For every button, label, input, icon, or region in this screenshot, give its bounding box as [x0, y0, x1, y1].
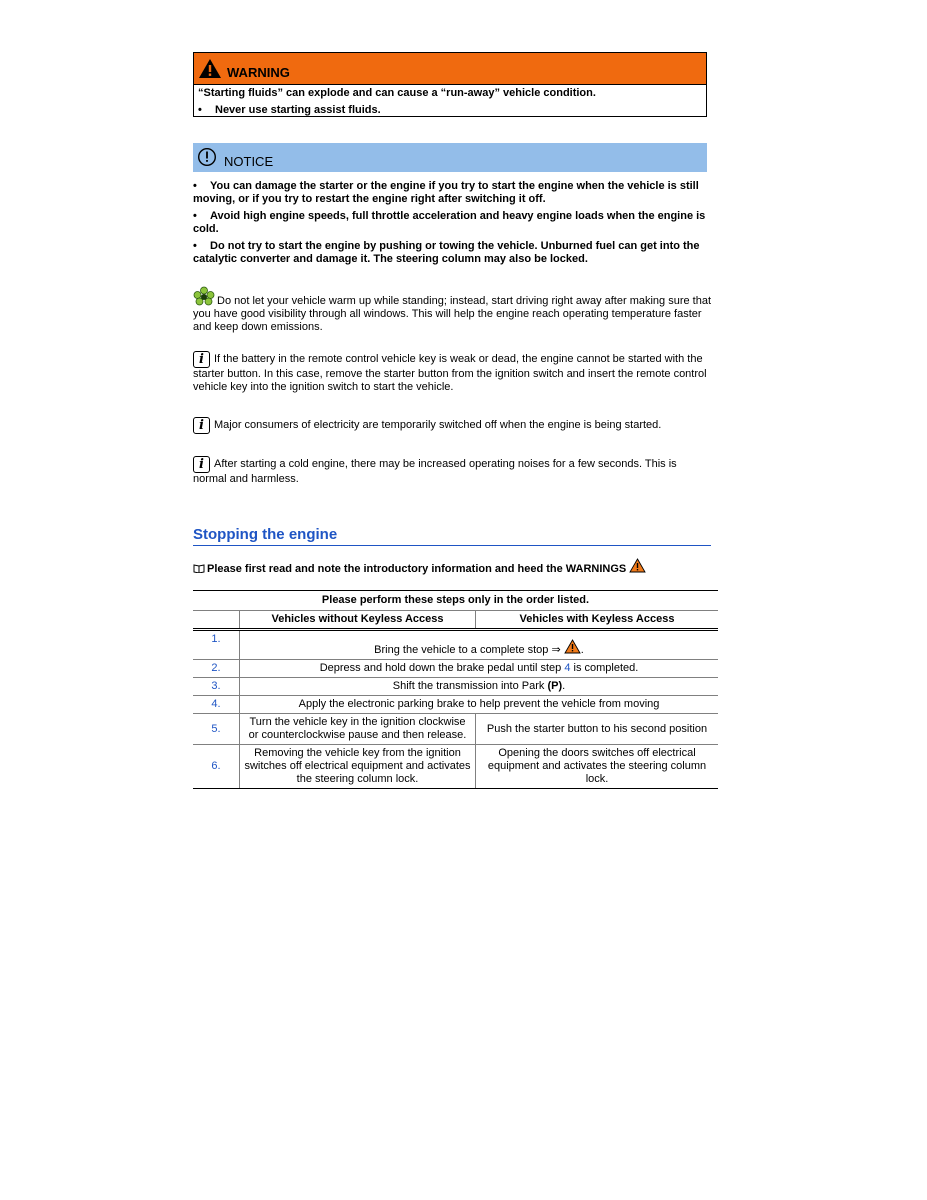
- notice-item: [193, 240, 708, 266]
- step-text-part: .: [580, 644, 584, 656]
- table-row: [193, 660, 718, 678]
- warning-text: “Starting fluids” can explode and can cause a “run-away” vehicle condition.: [198, 87, 596, 99]
- step-text-part: Depress and hold down the brake pedal until step: [319, 662, 562, 674]
- step-number: 3.: [193, 678, 240, 696]
- warning-header: [194, 53, 706, 85]
- step-text: [240, 678, 719, 696]
- step-number: 1.: [193, 630, 240, 660]
- table-row: [193, 714, 718, 745]
- section-title: Stopping the engine: [193, 526, 338, 543]
- info-note: [193, 351, 713, 394]
- step-text-part: is completed.: [573, 662, 639, 674]
- step-text: [240, 660, 719, 678]
- info-note: [193, 456, 713, 486]
- eco-note-text: Do not let your vehicle warm up while standing; instead, start driving right away after making sure that you have good visibility through all windows. This will help the engine reach operating temperature faster and keep down emissions.: [193, 295, 712, 333]
- step-link[interactable]: 4: [564, 662, 571, 674]
- step-text-without: Turn the vehicle key in the ignition clockwise or counterclockwise pause and then release.: [240, 714, 476, 745]
- step-text: [240, 630, 719, 660]
- warning-bullet-item: [198, 104, 381, 117]
- table-caption-row: [193, 591, 718, 611]
- info-note-text: Major consumers of electricity are temporarily switched off when the engine is being started.: [214, 419, 662, 431]
- eco-note: [193, 286, 713, 334]
- flower-icon: [193, 286, 215, 306]
- steps-table: [193, 590, 718, 789]
- info-icon: i: [193, 417, 210, 434]
- table-header-row: [193, 611, 718, 630]
- notice-item-text: Avoid high engine speeds, full throttle acceleration and heavy engine loads when the engine is cold.: [193, 210, 706, 235]
- read-first-text: Please first read and note the introductory information and heed the WARNINGS: [207, 563, 627, 575]
- notice-item-text: Do not try to start the engine by pushing or towing the vehicle. Unburned fuel can get into the catalytic converter and damage it. The steering column may also be locked.: [193, 240, 700, 265]
- step-number: 4.: [193, 696, 240, 714]
- info-note-text: If the battery in the remote control vehicle key is weak or dead, the engine cannot be started with the starter button. In this case, remove the starter button from the ignition switch and insert the remote control vehicle key into the ignition switch to start the vehicle.: [193, 353, 707, 393]
- table-header-empty: [193, 611, 240, 630]
- table-row: [193, 630, 718, 660]
- notice-item-text: You can damage the starter or the engine if you try to start the engine when the vehicle is still moving, or if you try to restart the engine right after switching it off.: [193, 180, 699, 205]
- read-first-note: [193, 558, 646, 576]
- warning-triangle-icon[interactable]: [564, 639, 581, 654]
- step-number: 6.: [193, 745, 240, 789]
- bullet-glyph: •: [193, 180, 197, 192]
- step-text: Apply the electronic parking brake to help prevent the vehicle from moving: [240, 696, 719, 714]
- step-text-with: Push the starter button to his second position: [476, 714, 719, 745]
- notice-item: [193, 210, 708, 236]
- bullet-glyph: •: [198, 104, 202, 116]
- info-icon: i: [193, 456, 210, 473]
- step-text-bold: (P): [547, 680, 563, 692]
- col-header-with: Vehicles with Keyless Access: [476, 611, 719, 630]
- notice-item: [193, 180, 708, 206]
- warning-triangle-icon[interactable]: [629, 558, 646, 573]
- info-note-text: After starting a cold engine, there may be increased operating noises for a few seconds. This is normal and harmless.: [193, 458, 677, 485]
- exclamation-circle-icon: [197, 147, 217, 167]
- warning-triangle-icon: [198, 58, 222, 79]
- step-text-without: Removing the vehicle key from the ignition switches off electrical equipment and activates the steering column lock.: [240, 745, 476, 789]
- notice-header: [193, 143, 707, 172]
- table-row: [193, 745, 718, 789]
- step-number: 2.: [193, 660, 240, 678]
- notice-title: NOTICE: [224, 154, 274, 169]
- step-text-with: Opening the doors switches off electrical equipment and activates the steering column lock.: [476, 745, 719, 789]
- table-caption: Please perform these steps only in the order listed.: [193, 591, 718, 611]
- table-row: [193, 678, 718, 696]
- bullet-glyph: •: [193, 240, 197, 252]
- bullet-glyph: •: [193, 210, 197, 222]
- info-note: [193, 417, 713, 434]
- table-row: [193, 696, 718, 714]
- warning-title: WARNING: [227, 65, 290, 80]
- col-header-without: Vehicles without Keyless Access: [240, 611, 476, 630]
- step-text-part: Shift the transmission into Park: [392, 680, 545, 692]
- section-rule: [193, 545, 711, 546]
- step-text-part: Bring the vehicle to a complete stop ⇒: [374, 644, 561, 656]
- book-icon: [193, 563, 205, 573]
- warning-box: [193, 52, 707, 117]
- step-number: 5.: [193, 714, 240, 745]
- info-icon: i: [193, 351, 210, 368]
- warning-bullet-text: Never use starting assist fluids.: [215, 104, 381, 116]
- step-text-part: .: [562, 680, 566, 692]
